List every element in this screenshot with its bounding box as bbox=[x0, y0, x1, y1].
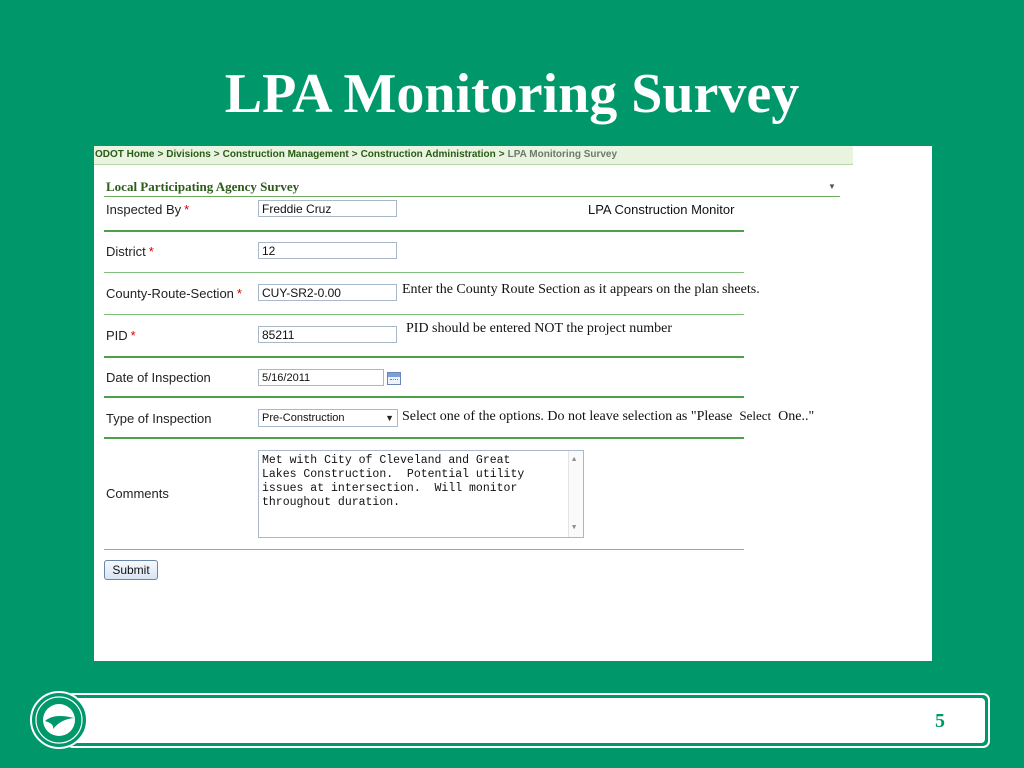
type-of-inspection-select[interactable] bbox=[258, 409, 398, 427]
comments-label: Comments bbox=[106, 486, 169, 501]
scroll-down-icon[interactable]: ▼ bbox=[572, 524, 577, 532]
footer-bar bbox=[66, 693, 990, 748]
type-of-inspection-note: Select one of the options. Do not leave selection as "Please Select One.." bbox=[402, 408, 815, 424]
browser-content-panel bbox=[94, 146, 932, 661]
comments-scrollbar[interactable] bbox=[568, 451, 583, 537]
required-marker: * bbox=[130, 328, 136, 343]
county-route-section-label: County-Route-Section * bbox=[106, 286, 242, 301]
county-route-section-note: Enter the County Route Section as it appears on the plan sheets. bbox=[402, 282, 760, 297]
submit-button[interactable]: Submit bbox=[104, 560, 158, 580]
comments-textarea[interactable] bbox=[258, 450, 584, 538]
pid-input[interactable]: 85211 bbox=[258, 326, 397, 343]
inspected-by-label: Inspected By * bbox=[106, 202, 190, 217]
required-marker: * bbox=[236, 286, 242, 301]
date-of-inspection-input[interactable]: 5/16/2011 bbox=[258, 369, 384, 386]
breadcrumb-separator: > bbox=[213, 149, 220, 160]
calendar-icon[interactable] bbox=[387, 372, 401, 385]
row-divider bbox=[104, 314, 744, 315]
type-of-inspection-label: Type of Inspection bbox=[106, 411, 212, 426]
breadcrumb-separator: > bbox=[157, 149, 164, 160]
chevron-down-icon: ▼ bbox=[385, 413, 394, 423]
breadcrumb-construction-administration[interactable]: Construction Administration bbox=[360, 149, 496, 160]
row-divider bbox=[104, 549, 744, 550]
date-of-inspection-label: Date of Inspection bbox=[106, 370, 211, 385]
row-divider bbox=[104, 396, 744, 398]
district-label: District * bbox=[106, 244, 154, 259]
pid-label: PID * bbox=[106, 328, 136, 343]
page-number: 5 bbox=[935, 710, 945, 732]
pid-note: PID should be entered NOT the project number bbox=[406, 321, 673, 336]
breadcrumb-separator: > bbox=[498, 149, 505, 160]
inspected-by-input[interactable]: Freddie Cruz bbox=[258, 200, 397, 217]
footer-inner bbox=[71, 698, 985, 743]
district-input[interactable]: 12 bbox=[258, 242, 397, 259]
row-divider bbox=[104, 356, 744, 358]
section-title: Local Participating Agency Survey bbox=[106, 179, 300, 194]
breadcrumb-odot-home[interactable]: ODOT Home bbox=[95, 149, 155, 160]
breadcrumb bbox=[94, 146, 853, 165]
odot-seal-icon bbox=[30, 691, 88, 749]
scroll-up-icon[interactable]: ▲ bbox=[572, 456, 577, 464]
section-divider bbox=[104, 196, 840, 197]
inspected-by-note: LPA Construction Monitor bbox=[588, 202, 735, 217]
required-marker: * bbox=[184, 202, 190, 217]
type-of-inspection-selected: Pre-Construction bbox=[262, 412, 345, 424]
row-divider bbox=[104, 230, 744, 232]
row-divider bbox=[104, 272, 744, 273]
breadcrumb-separator: > bbox=[351, 149, 358, 160]
county-route-section-input[interactable]: CUY-SR2-0.00 bbox=[258, 284, 397, 301]
breadcrumb-current: LPA Monitoring Survey bbox=[507, 149, 618, 160]
breadcrumb-divisions[interactable]: Divisions bbox=[166, 149, 211, 160]
row-divider bbox=[104, 437, 744, 439]
comments-text: Met with City of Cleveland and Great Lakes Construction. Potential utility issues at intersection. Will monitor throughout duration. bbox=[262, 454, 525, 509]
required-marker: * bbox=[148, 244, 154, 259]
slide-title: LPA Monitoring Survey bbox=[224, 63, 800, 125]
breadcrumb-construction-management[interactable]: Construction Management bbox=[222, 149, 349, 160]
collapse-arrow-icon[interactable]: ▼ bbox=[828, 182, 836, 191]
